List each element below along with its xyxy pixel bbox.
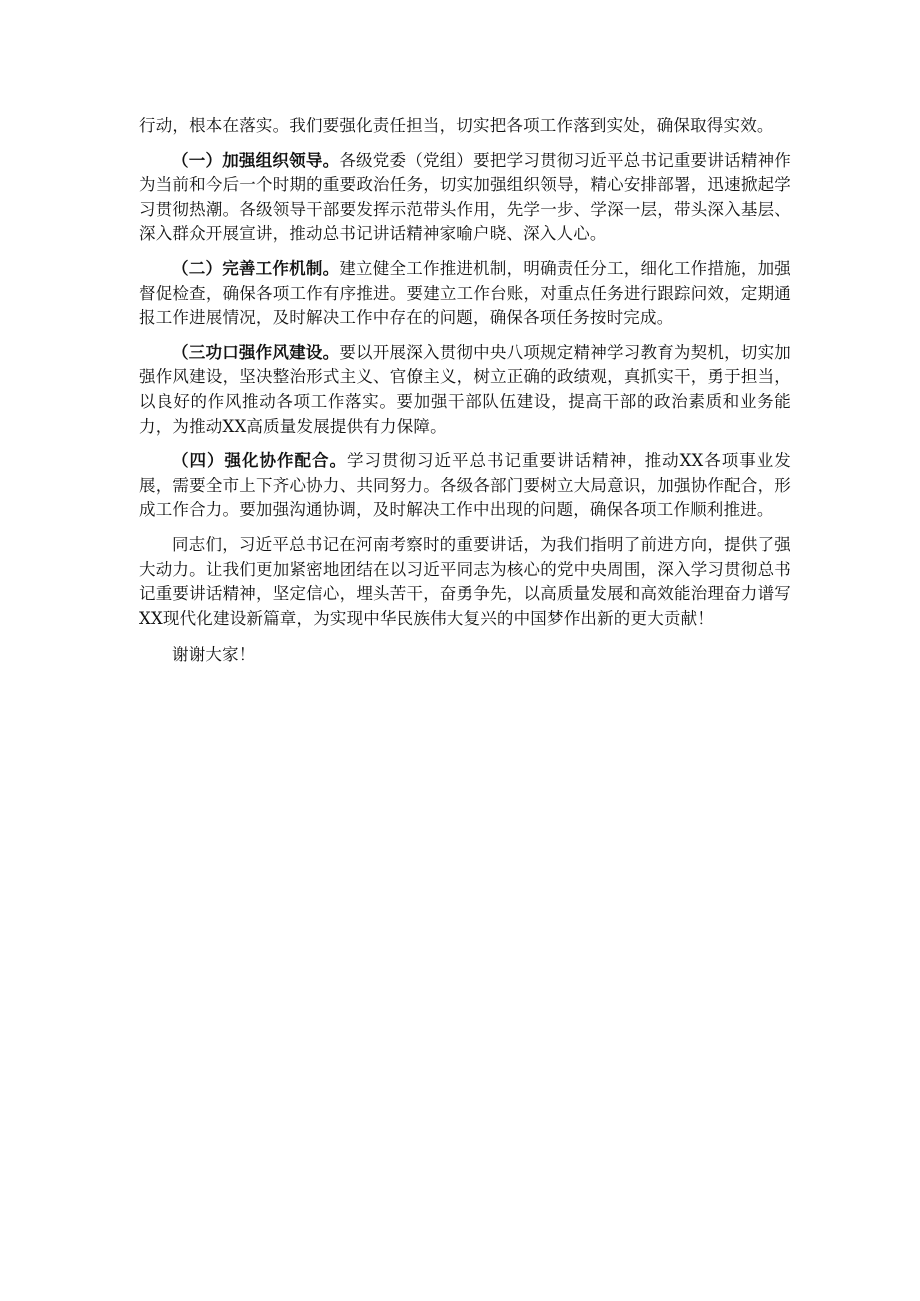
closing-remark: 谢谢大家！ bbox=[172, 645, 256, 665]
section-1-heading: （一）加强组织领导。 bbox=[172, 150, 340, 170]
section-4-paragraph bbox=[139, 449, 791, 523]
section-2-heading: （二）完善工作机制。 bbox=[172, 258, 340, 278]
section-1-body: 各级党委（党组）要把学习贯彻习近平总书记重要讲话精神作为当前和今后一个时期的重要政治任务，切实加强组织领导，精心安排部署，迅速掀起学习贯彻热潮。各级领导干部要发挥示范带头作用，先学一步、学深一层，带头深入基层、深入群众开展宣讲，推动总书记讲话精神家喻户晓、深入人心。 bbox=[139, 150, 792, 244]
section-4-heading: （四）强化协作配合。 bbox=[172, 451, 348, 471]
section-3-paragraph bbox=[139, 341, 791, 439]
section-3-heading: （三功口强作风建设。 bbox=[172, 342, 340, 362]
section-4-body: 学习贯彻习近平总书记重要讲话精神，推动XX各项事业发展，需要全市上下齐心协力、共同努力。各级各部门要树立大局意识，加强协作配合，形成工作合力。要加强沟通协调，及时解决工作中出现的问题，确保各项工作顺利推进。 bbox=[139, 451, 791, 520]
section-3-body: 要以开展深入贯彻中央八项规定精神学习教育为契机，切实加强作风建设，坚决整治形式主义、官僚主义，树立正确的政绩观，真抓实干，勇于担当，以良好的作风推动各项工作落实。要加强干部队伍建设，提高干部的政治素质和业务能力，为推动XX高质量发展提供有力保障。 bbox=[139, 342, 792, 436]
intro-tail-paragraph: 行动，根本在落实。我们要强化责任担当，切实把各项工作落到实处，确保取得实效。 bbox=[139, 116, 774, 135]
document-body bbox=[139, 114, 791, 678]
section-1-paragraph bbox=[139, 149, 791, 247]
section-2-paragraph bbox=[139, 257, 791, 331]
section-2-body: 建立健全工作推进机制，明确责任分工，细化工作措施，加强督促检查，确保各项工作有序推进。要建立工作台账，对重点任务进行跟踪问效，定期通报工作进展情况，及时解决工作中存在的问题，确保各项任务按时完成。 bbox=[139, 258, 792, 328]
conclusion-paragraph: 同志们，习近平总书记在河南考察时的重要讲话，为我们指明了前进方向，提供了强大动力。让我们更加紧密地团结在以习近平同志为核心的党中央周围，深入学习贯彻总书记重要讲话精神，坚定信心，埋头苦干，奋勇争先，以高质量发展和高效能治理奋力谱写XX现代化建设新篇章，为实现中华民族伟大复兴的中国梦作出新的更大贡献！ bbox=[139, 534, 791, 628]
